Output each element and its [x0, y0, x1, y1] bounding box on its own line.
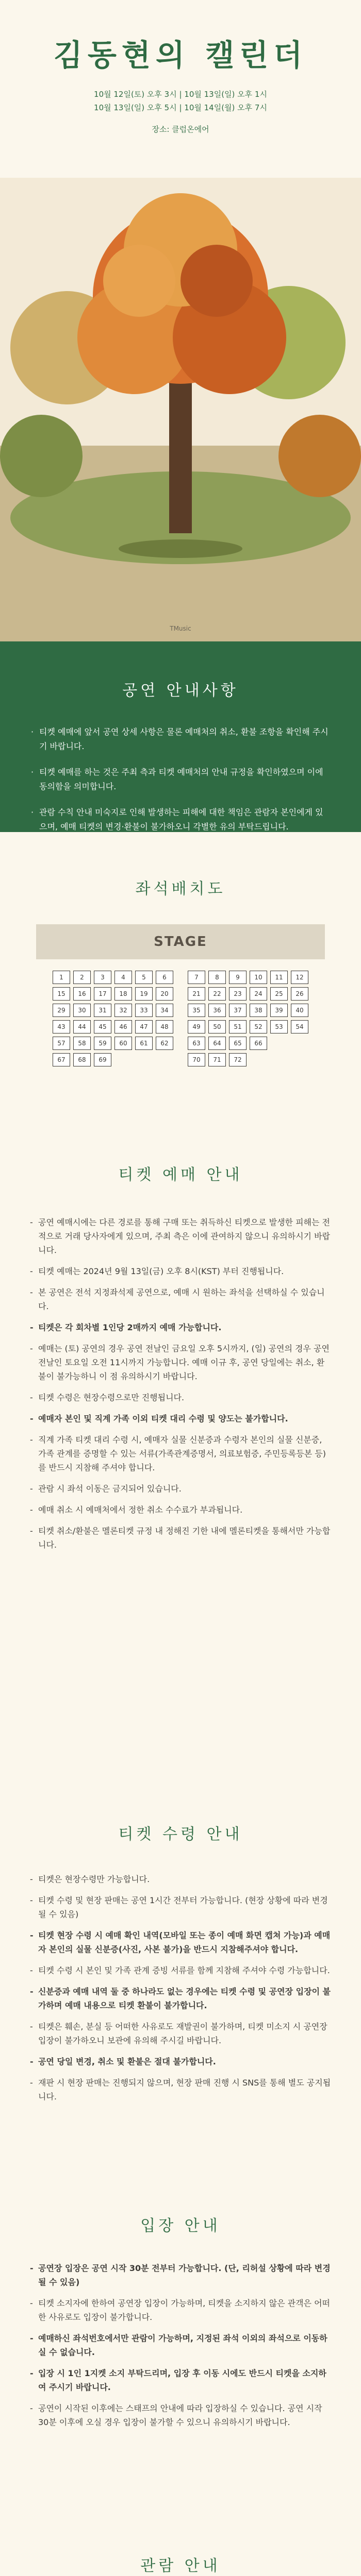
seat-block-left: [53, 971, 173, 1066]
ticket-item: - 티켓 예매는 2024년 9월 13일(금) 오후 8시(KST) 부터 진행됩니다.: [30, 1264, 331, 1278]
seat[interactable]: 38: [250, 1004, 267, 1017]
seat[interactable]: 4: [114, 971, 132, 984]
seat[interactable]: 70: [188, 1053, 205, 1066]
seat[interactable]: 12: [291, 971, 308, 984]
seat[interactable]: 18: [114, 987, 132, 1001]
schedule: [0, 88, 361, 114]
seat[interactable]: 21: [188, 987, 205, 1001]
notice-item: · 티켓 예매를 하는 것은 주최 측과 티켓 예매처의 안내 규정을 확인하였으며 이에 동의함을 의미합니다.: [31, 765, 330, 794]
seat[interactable]: 33: [135, 1004, 153, 1017]
notice-item: · 티켓 예매에 앞서 공연 상세 사항은 물론 예매처의 취소, 환불 조항을 확인해 주시기 바랍니다.: [31, 725, 330, 754]
notice-list: [31, 725, 330, 834]
seat[interactable]: 15: [53, 987, 70, 1001]
seat[interactable]: 44: [73, 1020, 91, 1033]
receive-section: [0, 1801, 361, 2192]
seat[interactable]: 57: [53, 1037, 70, 1050]
seat[interactable]: 62: [156, 1037, 173, 1050]
seat[interactable]: 11: [270, 971, 288, 984]
hero: [0, 0, 361, 178]
seat[interactable]: 65: [229, 1037, 247, 1050]
seat[interactable]: 31: [94, 1004, 111, 1017]
receive-item: - 재판 시 현장 판매는 진행되지 않으며, 현장 판매 진행 시 SNS를 통해 별도 공지됩니다.: [30, 2076, 331, 2104]
ticket-item: - 예매는 (토) 공연의 경우 공연 전날인 금요일 오후 5시까지, (일) 공연의 경우 공연 전날인 토요일 오전 11시까지 가능합니다. 예매 이규 후, 공연 당일에는 취소, 환불이 불가능하니 이 점 유의하시기 바랍니다.: [30, 1342, 331, 1383]
seat[interactable]: 25: [270, 987, 288, 1001]
seat[interactable]: 10: [250, 971, 267, 984]
ticket-item: - 관람 시 좌석 이동은 금지되어 있습니다.: [30, 1482, 331, 1496]
seat-map-section: [0, 832, 361, 1146]
seat[interactable]: 47: [135, 1020, 153, 1033]
seat: [291, 1037, 308, 1050]
seat[interactable]: 51: [229, 1020, 247, 1033]
receive-item: - 티켓 현장 수령 시 예매 확인 내역(모바일 또는 종이 예매 화면 캡쳐 가능)과 예매자 본인의 실물 신분증(사진, 사본 불가)을 반드시 지참해주셔야 합니다.: [30, 1928, 331, 1956]
seat[interactable]: 53: [270, 1020, 288, 1033]
schedule-line: 10월 12일(토) 오후 3시 | 10월 13일(일) 오후 1시: [94, 90, 267, 99]
entry-list: [30, 2261, 331, 2429]
enter-item: - 공연이 시작된 이후에는 스태프의 안내에 따라 입장하실 수 있습니다. 공연 시작 30분 이후에 오실 경우 입장이 불가할 수 있으니 유의하시기 바랍니다.: [30, 2401, 331, 2429]
seat[interactable]: 63: [188, 1037, 205, 1050]
seat[interactable]: 45: [94, 1020, 111, 1033]
seat[interactable]: 19: [135, 987, 153, 1001]
enter-item: - 예매하신 좌석번호에서만 관람이 가능하며, 지정된 좌석 이외의 좌석으로 이동하실 수 없습니다.: [30, 2331, 331, 2359]
notice-item: · 관람 수칙 안내 미숙지로 인해 발생하는 피해에 대한 책임은 관람자 본인에게 있으며, 예매 티켓의 변경·환불이 불가하오니 각별한 유의 부탁드립니다.: [31, 805, 330, 834]
tree-artwork: [0, 178, 361, 641]
seat[interactable]: 52: [250, 1020, 267, 1033]
seat[interactable]: 54: [291, 1020, 308, 1033]
seat[interactable]: 36: [208, 1004, 226, 1017]
notice-section: [0, 641, 361, 832]
ticket-title: 티켓 예매 안내: [118, 1166, 243, 1184]
receive-item: - 티켓은 현장수령만 가능합니다.: [30, 1872, 331, 1886]
receive-title: 티켓 수령 안내: [118, 1825, 243, 1843]
seat[interactable]: 30: [73, 1004, 91, 1017]
stage: STAGE: [36, 924, 325, 959]
seat[interactable]: 64: [208, 1037, 226, 1050]
ticket-item: - 예매자 본인 및 직계 가족 이외 티켓 대리 수령 및 양도는 불가합니다.: [30, 1412, 331, 1426]
ticket-item: - 예매 취소 시 예매처에서 정한 취소 수수료가 부과됩니다.: [30, 1503, 331, 1517]
page-title: 김동현의 캘린더: [53, 38, 308, 73]
seat[interactable]: 60: [114, 1037, 132, 1050]
seat[interactable]: 2: [73, 971, 91, 984]
seat[interactable]: 66: [250, 1037, 267, 1050]
receive-item: - 신분증과 예매 내역 둘 중 하나라도 없는 경우에는 티켓 수령 및 공연장 입장이 불가하며 예매 내용으로 티켓 환불이 불가합니다.: [30, 1985, 331, 2012]
ticket-item: - 티켓 수령은 현장수령으로만 진행됩니다.: [30, 1391, 331, 1404]
viewing-title: 관람 안내: [140, 2557, 221, 2575]
ticket-section: [0, 1146, 361, 1801]
seat[interactable]: 1: [53, 971, 70, 984]
seat[interactable]: 32: [114, 1004, 132, 1017]
seat[interactable]: 23: [229, 987, 247, 1001]
seat[interactable]: 48: [156, 1020, 173, 1033]
seat[interactable]: 29: [53, 1004, 70, 1017]
receive-list: [30, 1872, 331, 2104]
ticket-item: - 본 공연은 전석 지정좌석제 공연으로, 예매 시 원하는 좌석을 선택하실 수 있습니다.: [30, 1285, 331, 1313]
seat[interactable]: 20: [156, 987, 173, 1001]
illustration-credit: TMusic: [170, 625, 191, 632]
seat[interactable]: 3: [94, 971, 111, 984]
seat[interactable]: 22: [208, 987, 226, 1001]
notice-title: 공연 안내사항: [122, 682, 239, 700]
viewing-section: [0, 2532, 361, 2576]
receive-item: - 티켓은 훼손, 분실 등 어떠한 사유로도 재발권이 불가하며, 티켓 미소지 시 공연장 입장이 불가하오니 보관에 유의해 주시길 바랍니다.: [30, 2020, 331, 2047]
ticket-item: - 티켓 취소/환불은 멜론티켓 규정 내 정해진 기한 내에 멜론티켓을 통해서만 가능합니다.: [30, 1524, 331, 1552]
seat[interactable]: 59: [94, 1037, 111, 1050]
seat-map: [0, 971, 361, 1066]
seat[interactable]: 72: [229, 1053, 247, 1066]
ticket-list: [30, 1215, 331, 1552]
seat[interactable]: 46: [114, 1020, 132, 1033]
seat[interactable]: 8: [208, 971, 226, 984]
seat[interactable]: 68: [73, 1053, 91, 1066]
receive-item: - 공연 당일 변경, 취소 및 환불은 절대 불가합니다.: [30, 2055, 331, 2069]
enter-item: - 공연장 입장은 공연 시작 30분 전부터 가능합니다. (단, 리허설 상황에 따라 변경될 수 있음): [30, 2261, 331, 2289]
seat[interactable]: 49: [188, 1020, 205, 1033]
seat[interactable]: 16: [73, 987, 91, 1001]
seat[interactable]: 26: [291, 987, 308, 1001]
ticket-item: - 티켓은 각 회차별 1인당 2매까지 예매 가능합니다.: [30, 1320, 331, 1334]
venue: 장소: 클럽온에어: [152, 125, 209, 134]
seat[interactable]: 9: [229, 971, 247, 984]
ticket-item: - 공연 예매시에는 다른 경로를 통해 구매 또는 취득하신 티켓으로 발생한 피해는 전적으로 거래 당사자에게 있으며, 주최 측은 이에 관여하지 않으니 유의하시기 바랍니다.: [30, 1215, 331, 1257]
seat[interactable]: 24: [250, 987, 267, 1001]
seat[interactable]: 7: [188, 971, 205, 984]
seat[interactable]: 50: [208, 1020, 226, 1033]
seat[interactable]: 34: [156, 1004, 173, 1017]
seat[interactable]: 35: [188, 1004, 205, 1017]
schedule-line: 10월 13일(일) 오후 5시 | 10월 14일(월) 오후 7시: [94, 103, 267, 112]
seat[interactable]: 43: [53, 1020, 70, 1033]
seat[interactable]: 5: [135, 971, 153, 984]
seat: [270, 1037, 288, 1050]
enter-item: - 티켓 소지자에 한하여 공연장 입장이 가능하며, 티켓을 소지하지 않은 관객은 어떠한 사유로도 입장이 불가합니다.: [30, 2296, 331, 2324]
seat[interactable]: 61: [135, 1037, 153, 1050]
ticket-item: - 직계 가족 티켓 대리 수령 시, 예매자 실물 신분증과 수령자 본인의 실물 신분증, 가족 관계를 증명할 수 있는 서류(가족관계증명서, 의료보험증, 주민등록등본 등)를 반드시 지참해 주셔야 합니다.: [30, 1433, 331, 1475]
tree-illustration: [0, 178, 361, 641]
receive-item: - 티켓 수령 및 현장 판매는 공연 1시간 전부터 가능합니다. (현장 상황에 따라 변경될 수 있음): [30, 1893, 331, 1921]
enter-item: - 입장 시 1인 1지켓 소지 부탁드리며, 입장 후 이동 시에도 반드시 티켓을 소지하여 주시기 바랍니다.: [30, 2366, 331, 2394]
entry-title: 입장 안내: [140, 2217, 221, 2235]
seat[interactable]: 69: [94, 1053, 111, 1066]
seat-map-title: 좌석배치도: [135, 880, 226, 898]
seat[interactable]: 58: [73, 1037, 91, 1050]
entry-section: [0, 2192, 361, 2532]
seat[interactable]: 6: [156, 971, 173, 984]
seat[interactable]: 37: [229, 1004, 247, 1017]
seat[interactable]: 71: [208, 1053, 226, 1066]
seat[interactable]: 40: [291, 1004, 308, 1017]
seat[interactable]: 39: [270, 1004, 288, 1017]
receive-item: - 티켓 수령 시 본인 및 가족 관계 증빙 서류를 함께 지참해 주셔야 수령 가능합니다.: [30, 1963, 331, 1977]
seat[interactable]: 67: [53, 1053, 70, 1066]
seat-block-right: [188, 971, 308, 1066]
seat[interactable]: 17: [94, 987, 111, 1001]
